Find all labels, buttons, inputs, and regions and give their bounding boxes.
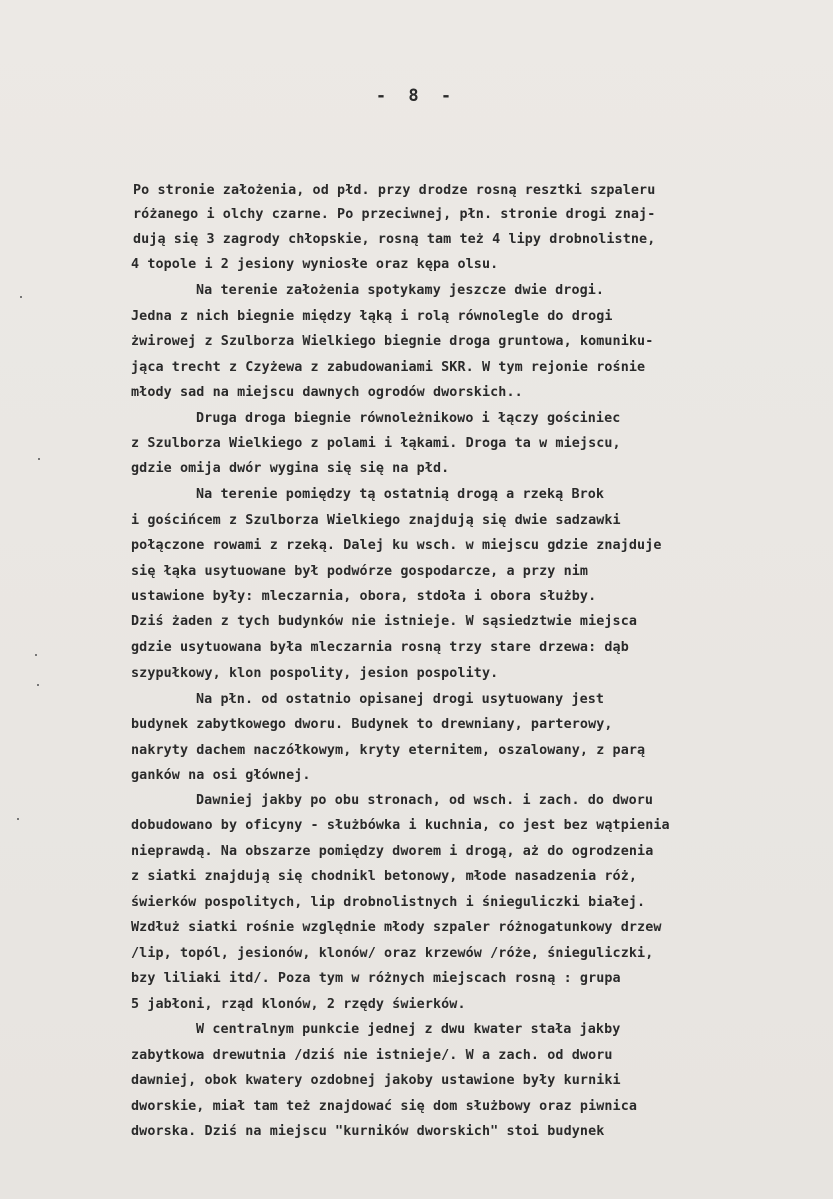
text-line: i gościńcem z Szulborza Wielkiego znajdują się dwie sadzawki (131, 513, 621, 528)
scan-speck (38, 458, 40, 460)
text-line: 5 jabłoni, rząd klonów, 2 rzędy świerków. (131, 997, 466, 1012)
text-line: gdzie usytuowana była mleczarnia rosną trzy stare drzewa: dąb (131, 640, 629, 655)
text-line: dobudowano by oficyny - służbówka i kuchnia, co jest bez wątpienia (131, 818, 670, 833)
text-line: Dawniej jakby po obu stronach, od wsch. i zach. do dworu (196, 793, 654, 808)
page-number: - 8 - (375, 86, 458, 106)
text-line: ustawione były: mleczarnia, obora, stdoła i obora służby. (131, 589, 597, 604)
text-line: z Szulborza Wielkiego z polami i łąkami. Droga ta w miejscu, (131, 436, 621, 451)
text-line: Jedna z nich biegnie między łąką i rolą równolegle do drogi (131, 309, 613, 324)
text-line: /lip, topól, jesionów, klonów/ oraz krzewów /róże, śnieguliczki, (131, 946, 654, 961)
text-line: Na terenie pomiędzy tą ostatnią drogą a rzeką Brok (196, 487, 605, 502)
text-line: Po stronie założenia, od płd. przy drodze rosną resztki szpaleru (133, 183, 656, 198)
text-line: różanego i olchy czarne. Po przeciwnej, płn. stronie drogi znaj- (133, 207, 656, 222)
text-line: z siatki znajdują się chodnikl betonowy, młode nasadzenia róż, (131, 869, 638, 884)
text-line: budynek zabytkowego dworu. Budynek to drewniany, parterowy, (131, 717, 613, 732)
text-line: Dziś żaden z tych budynków nie istnieje. W sąsiedztwie miejsca (131, 614, 638, 629)
text-line: połączone rowami z rzeką. Dalej ku wsch. w miejscu gdzie znajduje (131, 538, 662, 553)
scan-speck (35, 654, 37, 656)
text-line: W centralnym punkcie jednej z dwu kwater stała jakby (196, 1022, 621, 1037)
text-line: młody sad na miejscu dawnych ogrodów dworskich.. (131, 385, 523, 400)
text-line: żwirowej z Szulborza Wielkiego biegnie droga gruntowa, komuniku- (131, 334, 654, 349)
scan-speck (37, 684, 39, 686)
text-line: dują się 3 zagrody chłopskie, rosną tam też 4 lipy drobnolistne, (133, 232, 656, 247)
text-line: gdzie omija dwór wygina się się na płd. (131, 461, 450, 476)
text-line: szypułkowy, klon pospolity, jesion pospolity. (131, 666, 499, 681)
text-line: bzy liliaki itd/. Poza tym w różnych miejscach rosną : grupa (131, 971, 621, 986)
text-line: Druga droga biegnie równoleżnikowo i łączy gościniec (196, 411, 621, 426)
text-line: Na płn. od ostatnio opisanej drogi usytuowany jest (196, 692, 605, 707)
scan-speck (20, 296, 22, 298)
scan-speck (17, 818, 19, 820)
text-line: ganków na osi głównej. (131, 768, 311, 783)
text-line: się łąka usytuowane był podwórze gospodarcze, a przy nim (131, 564, 589, 579)
text-line: dworska. Dziś na miejscu "kurników dworskich" stoi budynek (131, 1124, 605, 1139)
text-line: dworskie, miał tam też znajdować się dom służbowy oraz piwnica (131, 1099, 638, 1114)
text-line: zabytkowa drewutnia /dziś nie istnieje/. W a zach. od dworu (131, 1048, 613, 1063)
text-line: nieprawdą. Na obszarze pomiędzy dworem i drogą, aż do ogrodzenia (131, 844, 654, 859)
text-line: Na terenie założenia spotykamy jeszcze dwie drogi. (196, 283, 605, 298)
text-line: świerków pospolitych, lip drobnolistnych i śnieguliczki białej. (131, 895, 646, 910)
text-line: 4 topole i 2 jesiony wyniosłe oraz kępa olsu. (131, 257, 499, 272)
text-line: Wzdłuż siatki rośnie względnie młody szpaler różnogatunkowy drzew (131, 920, 662, 935)
text-line: jąca trecht z Czyżewa z zabudowaniami SKR. W tym rejonie rośnie (131, 360, 646, 375)
text-line: nakryty dachem naczółkowym, kryty eternitem, oszalowany, z parą (131, 743, 646, 758)
text-line: dawniej, obok kwatery ozdobnej jakoby ustawione były kurniki (131, 1073, 621, 1088)
